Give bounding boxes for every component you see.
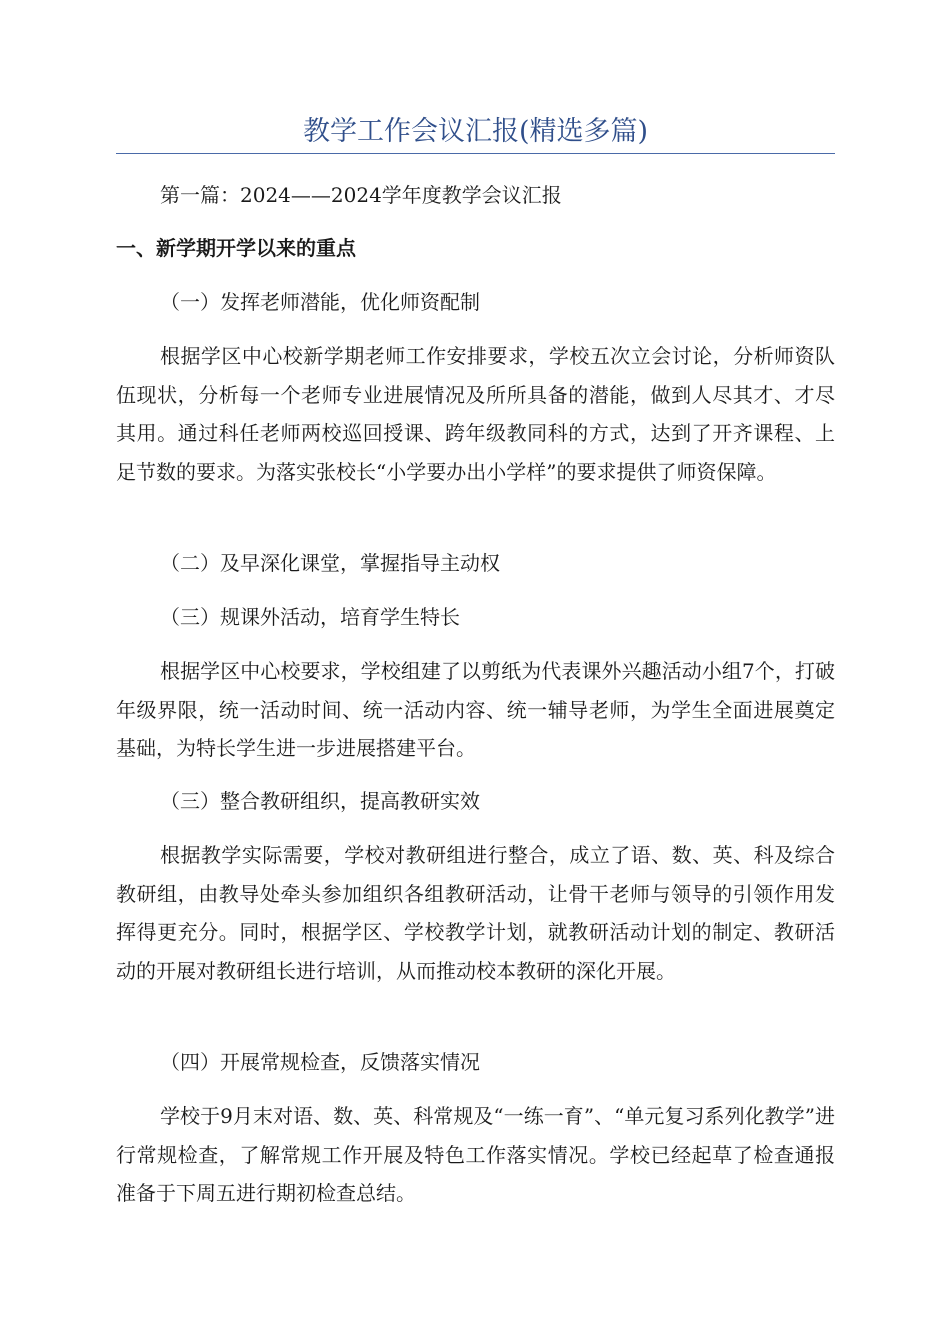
section-heading: 一、新学期开学以来的重点 (116, 236, 356, 260)
document-title: 教学工作会议汇报(精选多篇) (302, 116, 649, 147)
subsection-heading-1: （一）发挥老师潜能，优化师资配制 (160, 290, 480, 314)
subsection-heading-5: （四）开展常规检查，反馈落实情况 (160, 1050, 480, 1074)
paragraph-3: 根据学区中心校要求，学校组建了以剪纸为代表课外兴趣活动小组7个，打破年级界限，统一活动时间、统一活动内容、统一辅导老师，为学生全面进展奠定基础，为特长学生进一步进展搭建平台。 (116, 659, 835, 760)
intro-line: 第一篇：2024——2024学年度教学会议汇报 (160, 183, 562, 207)
subsection-heading-4: （三）整合教研组织，提高教研实效 (160, 789, 480, 813)
paragraph-1: 根据学区中心校新学期老师工作安排要求，学校五次立会讨论，分析师资队伍现状，分析每一个老师专业进展情况及所所具备的潜能，做到人尽其才、才尽其用。通过科任老师两校巡回授课、跨年级教同科的方式，达到了开齐课程、上足节数的要求。为落实张校长“小学要办出小学样”的要求提供了师资保障。 (116, 344, 835, 484)
paragraph-5: 学校于9月末对语、数、英、科常规及“一练一育”、“单元复习系列化教学”进行常规检查，了解常规工作开展及特色工作落实情况。学校已经起草了检查通报准备于下周五进行期初检查总结。 (116, 1104, 835, 1205)
subsection-heading-3: （三）规课外活动，培育学生特长 (160, 605, 460, 629)
paragraph-4: 根据教学实际需要，学校对教研组进行整合，成立了语、数、英、科及综合教研组，由教导处牵头参加组织各组教研活动，让骨干老师与领导的引领作用发挥得更充分。同时，根据学区、学校教学计划，就教研活动计划的制定、教研活动的开展对教研组长进行培训，从而推动校本教研的深化开展。 (116, 843, 835, 983)
subsection-heading-2: （二）及早深化课堂，掌握指导主动权 (160, 551, 500, 575)
title-underline (116, 153, 835, 154)
